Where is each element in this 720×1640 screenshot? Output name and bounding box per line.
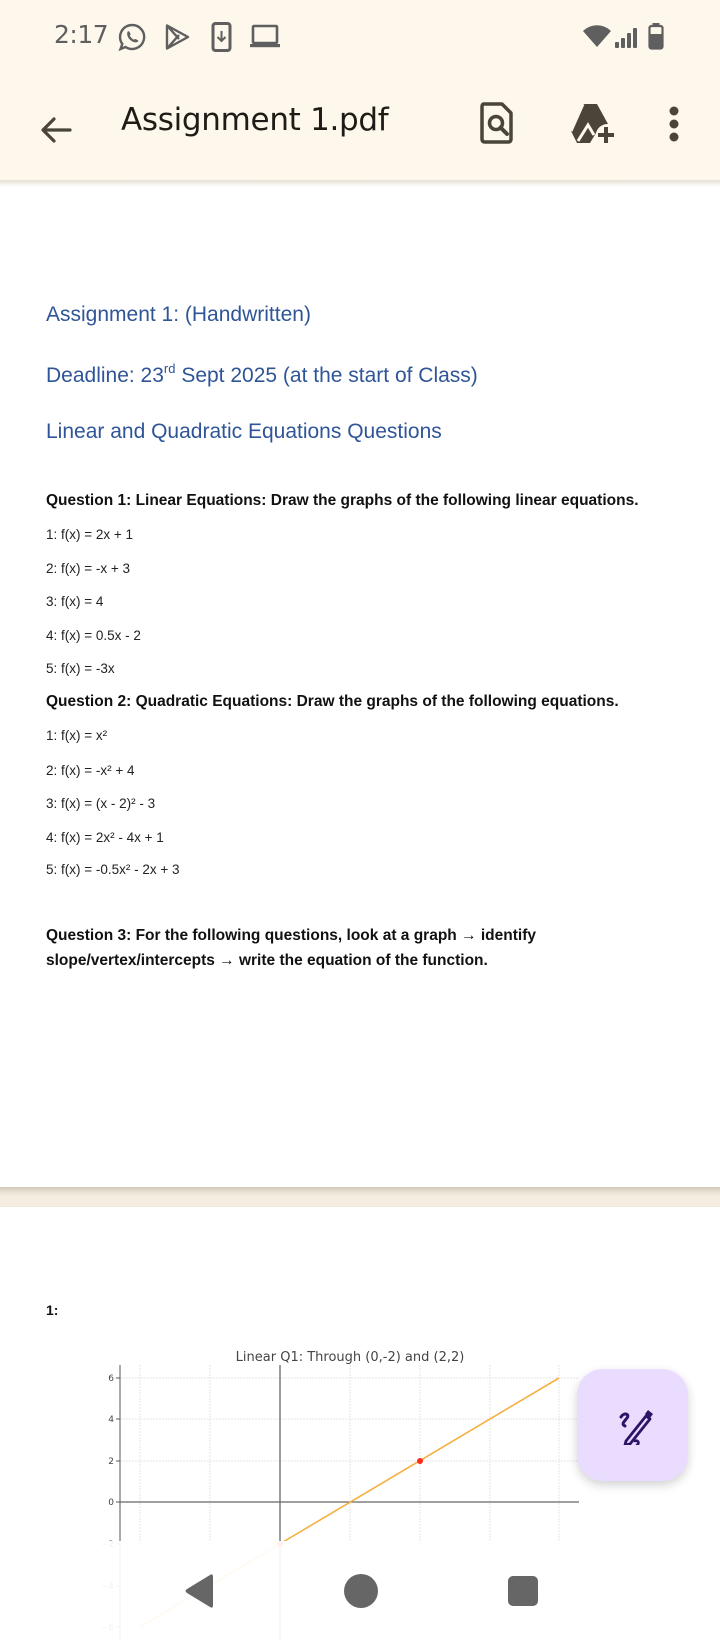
- status-time: 2:17: [54, 20, 109, 49]
- more-options-button[interactable]: [656, 100, 692, 148]
- find-in-document-button[interactable]: [474, 98, 520, 148]
- nav-home-icon: [343, 1573, 379, 1609]
- nav-recents-icon: [507, 1575, 539, 1607]
- assignment-heading: Assignment 1: (Handwritten): [46, 303, 311, 326]
- question-2-item: 3: f(x) = (x - 2)² - 3: [46, 796, 156, 811]
- nav-home-button[interactable]: [341, 1571, 381, 1611]
- question-3-line-1: Question 3: For the following questions, look at a graph → identify: [46, 927, 536, 944]
- phone-download-icon: [211, 22, 233, 57]
- play-store-icon: [163, 23, 191, 56]
- question-1-item: 5: f(x) = -3x: [46, 661, 115, 676]
- question-2-item: 2: f(x) = -x² + 4: [46, 763, 135, 778]
- svg-text:4: 4: [108, 1415, 114, 1425]
- deadline-prefix: Deadline: 23: [46, 364, 164, 387]
- app-bar: [0, 76, 720, 180]
- battery-icon: [648, 23, 664, 55]
- question-3-line-2: slope/vertex/intercepts → write the equation of the function.: [46, 952, 488, 969]
- laptop-icon: [249, 24, 281, 55]
- wifi-icon: [582, 24, 612, 53]
- more-vert-icon: [668, 106, 680, 142]
- system-nav-bar: [0, 1541, 720, 1640]
- drive-add-icon: [568, 103, 616, 145]
- pdf-page-1: [0, 187, 720, 1187]
- find-in-page-icon: [480, 102, 514, 144]
- deadline-suffix: Sept 2025 (at the start of Class): [175, 364, 478, 387]
- svg-text:6: 6: [108, 1374, 114, 1384]
- question-1-item: 2: f(x) = -x + 3: [46, 561, 131, 576]
- question-2-item: 1: f(x) = x²: [46, 728, 108, 743]
- svg-text:0: 0: [108, 1498, 114, 1508]
- status-bar: [0, 0, 720, 76]
- question-1-item: 1: f(x) = 2x + 1: [46, 527, 134, 542]
- annotate-fab[interactable]: [577, 1369, 688, 1481]
- question-2-item: 5: f(x) = -0.5x² - 2x + 3: [46, 862, 180, 877]
- question-1-item: 3: f(x) = 4: [46, 594, 104, 609]
- point-2-2: [417, 1458, 423, 1464]
- annotate-pen-icon: [613, 1405, 653, 1445]
- deadline-heading: [46, 361, 478, 388]
- question-2-title: Question 2: Quadratic Equations: Draw the graphs of the following equations.: [46, 693, 619, 710]
- chart-title: Linear Q1: Through (0,-2) and (2,2): [235, 1350, 465, 1365]
- document-title: Assignment 1.pdf: [121, 102, 389, 138]
- question-1-title: Question 1: Linear Equations: Draw the graphs of the following linear equations.: [46, 492, 639, 509]
- back-button[interactable]: [30, 104, 82, 156]
- nav-back-icon: [184, 1573, 216, 1609]
- question-2-item: 4: f(x) = 2x² - 4x + 1: [46, 830, 164, 845]
- page-separator: [0, 1187, 720, 1207]
- arrow-back-icon: [39, 113, 73, 147]
- whatsapp-icon: [117, 22, 147, 57]
- topic-heading: Linear and Quadratic Equations Questions: [46, 420, 442, 443]
- app-bar-shadow: [0, 180, 720, 187]
- nav-back-button[interactable]: [180, 1571, 220, 1611]
- question-3-item-label: 1:: [46, 1302, 59, 1318]
- nav-recents-button[interactable]: [503, 1571, 543, 1611]
- question-1-item: 4: f(x) = 0.5x - 2: [46, 628, 141, 643]
- signal-icon: [615, 28, 637, 53]
- add-to-drive-button[interactable]: [566, 100, 618, 148]
- svg-text:2: 2: [108, 1457, 114, 1467]
- deadline-sup: rd: [163, 361, 176, 376]
